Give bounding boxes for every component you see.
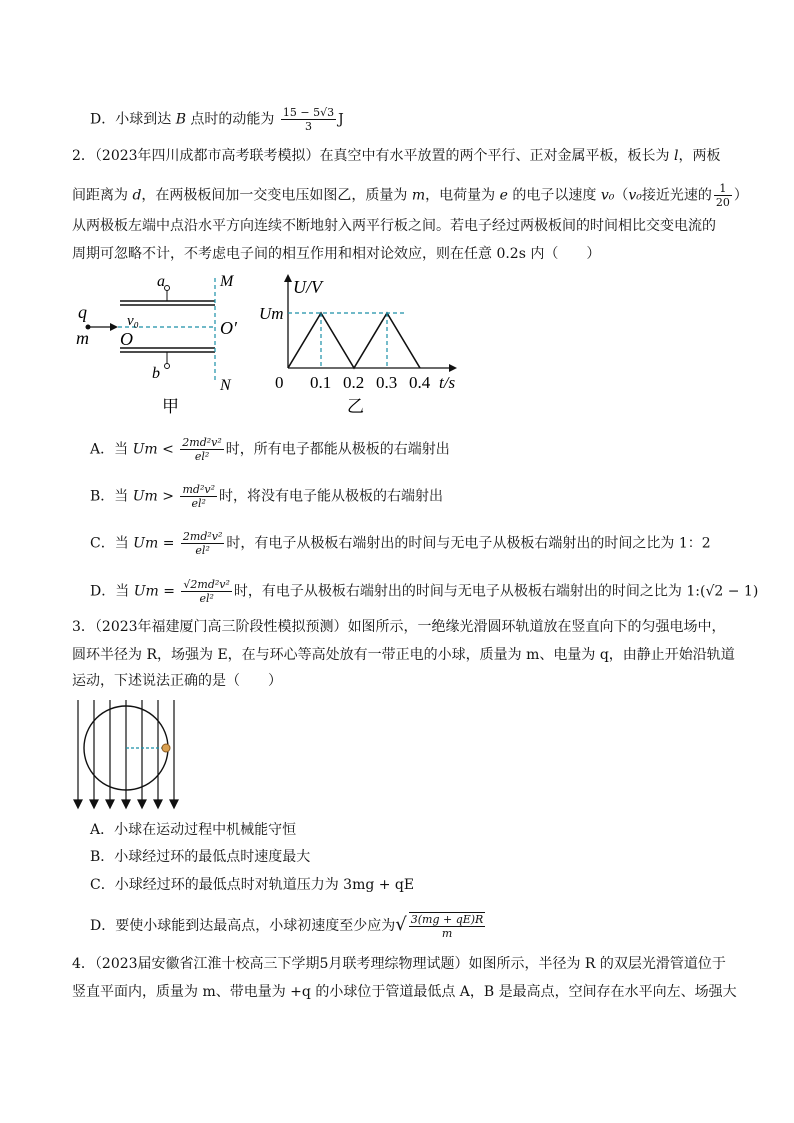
q2-option-d: D．当 Um = $\frac{\text{√2md²v²}}{\text{el²}}$ 时，有电子从极板右端射出的时间与无电子从极板右端射出的时间之比为 1:(√2 − 1) (90, 578, 759, 605)
svg-text:Um: Um (259, 304, 284, 323)
charged-ball (162, 744, 170, 752)
arrow-icon (110, 323, 118, 331)
svg-text:a: a (157, 273, 165, 290)
svg-text:0.4: 0.4 (409, 373, 431, 392)
q3-line3: 运动，下述说法正确的是（ ） (72, 673, 282, 689)
q2-line2: 间距离为 d，在两极板间加一交变电压如图乙，质量为 m，电荷量为 e 的电子以速度 v₀（v₀接近光速的 $\frac{1}{20}$ ） (72, 182, 748, 209)
svg-text:O′: O′ (220, 318, 237, 338)
terminal-a (165, 286, 170, 291)
svg-text:U/V: U/V (293, 277, 322, 297)
svg-text:乙: 乙 (347, 397, 364, 416)
svg-text:0.3: 0.3 (376, 373, 398, 392)
svg-text:0: 0 (275, 373, 284, 392)
y-arrow-icon (284, 274, 292, 282)
q3-line2: 圆环半径为 R，场强为 E，在与环心等高处放有一带正电的小球，质量为 m、电量为 q，由静止开始沿轨道 (72, 647, 735, 663)
figure-yi (255, 268, 470, 418)
svg-text:m: m (76, 328, 89, 348)
svg-text:O: O (120, 329, 133, 349)
q2-option-c: C．当 Um = $\frac{\text{2md²v²}}{\text{el²}}$ 时，有电子从极板右端射出的时间与无电子从极板右端射出的时间之比为 1：2 (90, 530, 711, 557)
figure-ring-field (70, 698, 190, 816)
q3-option-a: A．小球在运动过程中机械能守恒 (90, 822, 297, 838)
svg-text:0.1: 0.1 (310, 373, 332, 392)
q3-line1: 3．（2023年福建厦门高三阶段性模拟预测）如图所示，一绝缘光滑圆环轨道放在竖直向下的匀强电场中， (72, 619, 726, 635)
q2-fraction: $\frac{1}{20}$ (715, 182, 730, 209)
q2-line4: 周期可忽略不计，不考虑电子间的相互作用和相对论效应，则在任意 0.2s 内（ ） (72, 246, 601, 262)
q2-option-b: B．当 Um > $\frac{\text{md²v²}}{\text{el²}}$ 时，将没有电子能从极板的右端射出 (90, 483, 443, 510)
svg-text:N: N (220, 377, 231, 394)
q4-line2: 竖直平面内，质量为 m、带电量为 +q 的小球位于管道最低点 A，B 是最高点，空间存在水平向左、场强大 (72, 984, 737, 1000)
q1-option-d: D．小球到达 B 点时的动能为 $\frac{15 - 5√3}{3}$ J (90, 106, 344, 133)
svg-text:q: q (78, 302, 87, 322)
triangle-wave (288, 313, 420, 368)
q2-line1: 2．（2023年四川成都市高考联考模拟）在真空中有水平放置的两个平行、正对金属平板，板长为 l，两板 (72, 148, 721, 164)
svg-text:v₀: v₀ (127, 313, 139, 329)
q4-line1: 4．（2023届安徽省江淮十校高三下学期5月联考理综物理试题）如图所示，半径为 R 的双层光滑管道位于 (72, 956, 726, 972)
q2-option-a: A．当 Um < $\frac{\text{2md²v²}}{\text{el²}}$ 时，所有电子都能从极板的右端射出 (90, 436, 450, 463)
q3-option-c: C．小球经过环的最低点时对轨道压力为 3mg + qE (90, 877, 415, 893)
x-arrow-icon (449, 364, 457, 372)
field-lines (74, 700, 178, 808)
q1-d-fraction: $\frac{15 - 5√3}{3}$ (282, 106, 335, 133)
terminal-b (165, 364, 170, 369)
svg-text:甲: 甲 (162, 397, 179, 416)
q2-line3: 从两极板左端中点沿水平方向连续不断地射入两平行板之间。若电子经过两极板间的时间相比交变电流的 (72, 218, 716, 234)
svg-text:M: M (220, 273, 234, 290)
figure-jia (70, 268, 250, 418)
svg-text:0.2: 0.2 (343, 373, 365, 392)
svg-text:b: b (152, 365, 160, 382)
svg-text:t/s: t/s (439, 373, 456, 392)
q3-option-b: B．小球经过环的最低点时速度最大 (90, 849, 311, 865)
q3-option-d: D．要使小球能到达最高点，小球初速度至少应为√ $\frac{3(mg + qE)R}{m}$ (90, 913, 484, 940)
